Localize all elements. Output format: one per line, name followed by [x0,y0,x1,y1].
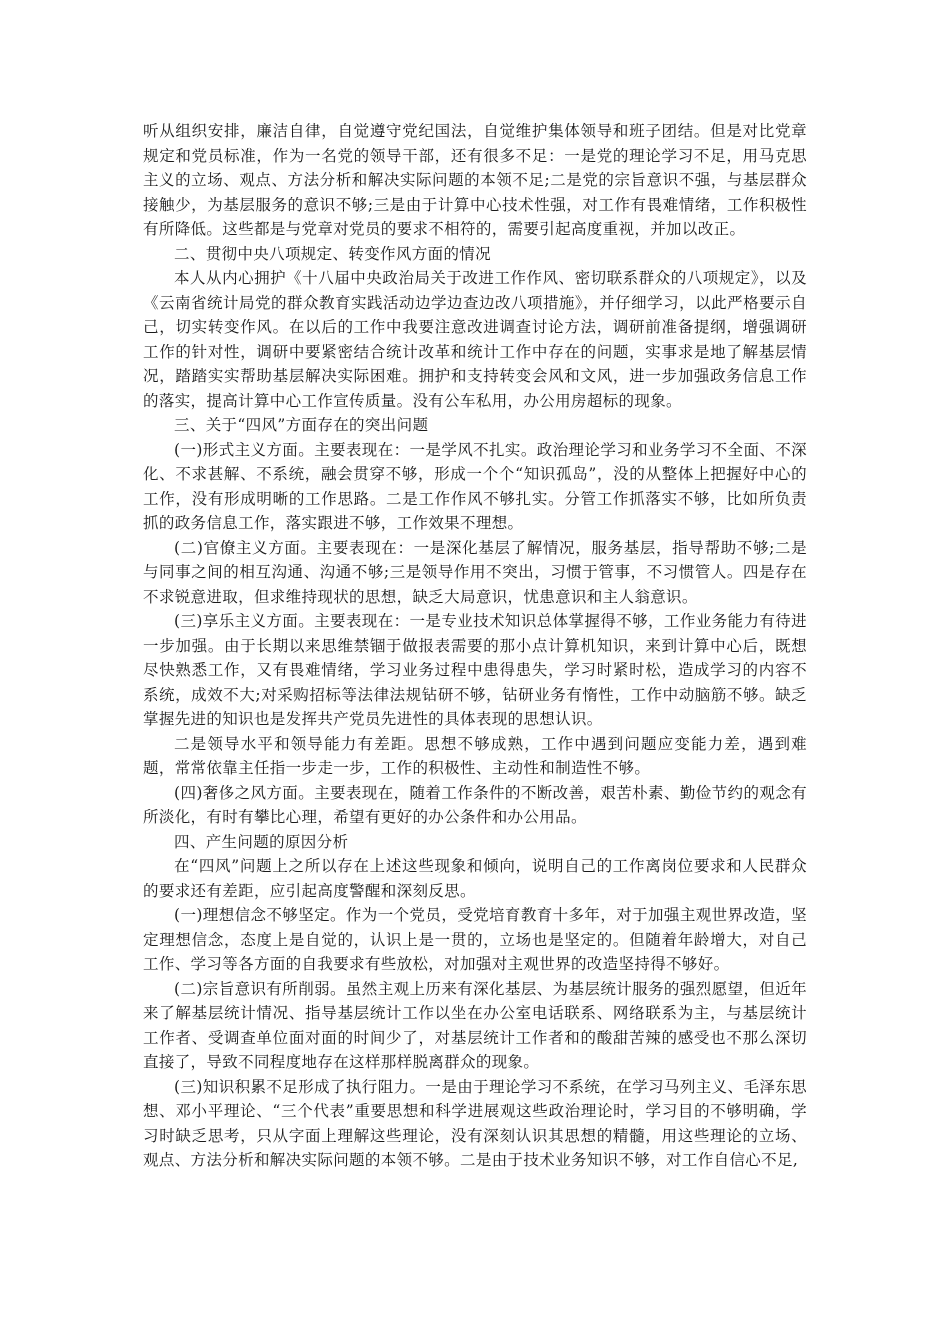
paragraph: (一)形式主义方面。主要表现在：一是学风不扎实。政治理论学习和业务学习不全面、不深化、不求甚解、不系统，融会贯穿不够，形成一个个“知识孤岛”，没的从整体上把握好中心的工作，没有形成明晰的工作思路。二是工作作风不够扎实。分管工作抓落实不够，比如所负责抓的政务信息工作，落实跟进不够，工作效果不理想。 [143,440,807,532]
paragraph: (三)享乐主义方面。主要表现在：一是专业技术知识总体掌握得不够，工作业务能力有待进一步加强。由于长期以来思维禁锢于做报表需要的那小点计算机知识，来到计算中心后，既想尽快熟悉工作，又有畏难情绪，学习业务过程中患得患失，学习时紧时松，造成学习的内容不系统，成效不大;对采购招标等法律法规钻研不够，钻研业务有惰性，工作中动脑筋不够。缺乏掌握先进的知识也是发挥共产党员先进性的具体表现的思想认识。 [143,612,807,728]
paragraph: (一)理想信念不够坚定。作为一个党员，受党培育教育十多年，对于加强主观世界改造，坚定理想信念，态度上是自觉的，认识上是一贯的，立场也是坚定的。但随着年龄增大，对自己工作、学习等各方面的自我要求有些放松，对加强对主观世界的改造坚持得不够好。 [143,906,807,973]
document-page [143,119,807,1173]
paragraph: (二)宗旨意识有所削弱。虽然主观上历来有深化基层、为基层统计服务的强烈愿望，但近年来了解基层统计情况、指导基层统计工作以坐在办公室电话联系、网络联系为主，与基层统计工作者、受调查单位面对面的时间少了，对基层统计工作者和的酸甜苦辣的感受也不那么深切直接了，导致不同程度地存在这样那样脱离群众的现象。 [143,979,807,1071]
paragraph: 本人从内心拥护《十八届中央政治局关于改进工作作风、密切联系群众的八项规定》，以及《云南省统计局党的群众教育实践活动边学边查边改八项措施》，并仔细学习，以此严格要示自己，切实转变作风。在以后的工作中我要注意改进调查讨论方法，调研前准备提纲，增强调研工作的针对性，调研中要紧密结合统计改革和统计工作中存在的问题，实事求是地了解基层情况，踏踏实实帮助基层解决实际困难。拥护和支持转变会风和文风，进一步加强政务信息工作的落实，提高计算中心工作宣传质量。没有公车私用，办公用房超标的现象。 [143,269,807,410]
paragraph: 在“四风”问题上之所以存在上述这些现象和倾向，说明自己的工作离岗位要求和人民群众的要求还有差距，应引起高度警醒和深刻反思。 [143,857,807,900]
section-heading-4: 四、产生问题的原因分析 [174,832,349,851]
paragraph: (二)官僚主义方面。主要表现在：一是深化基层了解情况，服务基层，指导帮助不够;二是与同事之间的相互沟通、沟通不够;三是领导作用不突出，习惯于管事，不习惯管人。四是存在不求锐意进取，但求维持现状的思想，缺乏大局意识，忧患意识和主人翁意识。 [143,538,807,606]
paragraph: (三)知识积累不足形成了执行阻力。一是由于理论学习不系统，在学习马列主义、毛泽东思想、邓小平理论、“三个代表”重要思想和科学进展观这些政治理论时，学习目的不够明确，学习时缺乏思考，只从字面上理解这些理论，没有深刻认识其思想的精髓，用这些理论的立场、观点、方法分析和解决实际问题的本领不够。二是由于技术业务知识不够，对工作自信心不足, [143,1077,807,1169]
section-heading-3: 三、关于“四风”方面存在的突出问题 [174,416,429,434]
section-heading-2: 二、贯彻中央八项规定、转变作风方面的情况 [174,244,492,263]
paragraph: 二是领导水平和领导能力有差距。思想不够成熟，工作中遇到问题应变能力差，遇到难题，常常依靠主任指一步走一步，工作的积极性、主动性和制造性不够。 [143,734,807,777]
paragraph-continued: 听从组织安排，廉洁自律，自觉遵守党纪国法，自觉维护集体领导和班子团结。但是对比党章规定和党员标准，作为一名党的领导干部，还有很多不足：一是党的理论学习不足，用马克思主义的立场、观点、方法分析和解决实际问题的本领不足;二是党的宗旨意识不强，与基层群众接触少，为基层服务的意识不够;三是由于计算中心技术性强，对工作有畏难情绪，工作积极性有所降低。这些都是与党章对党员的要求不相符的，需要引起高度重视，并加以改正。 [143,122,807,238]
paragraph: (四)奢侈之风方面。主要表现在，随着工作条件的不断改善，艰苦朴素、勤俭节约的观念有所淡化，有时有攀比心理，希望有更好的办公条件和办公用品。 [143,783,807,826]
